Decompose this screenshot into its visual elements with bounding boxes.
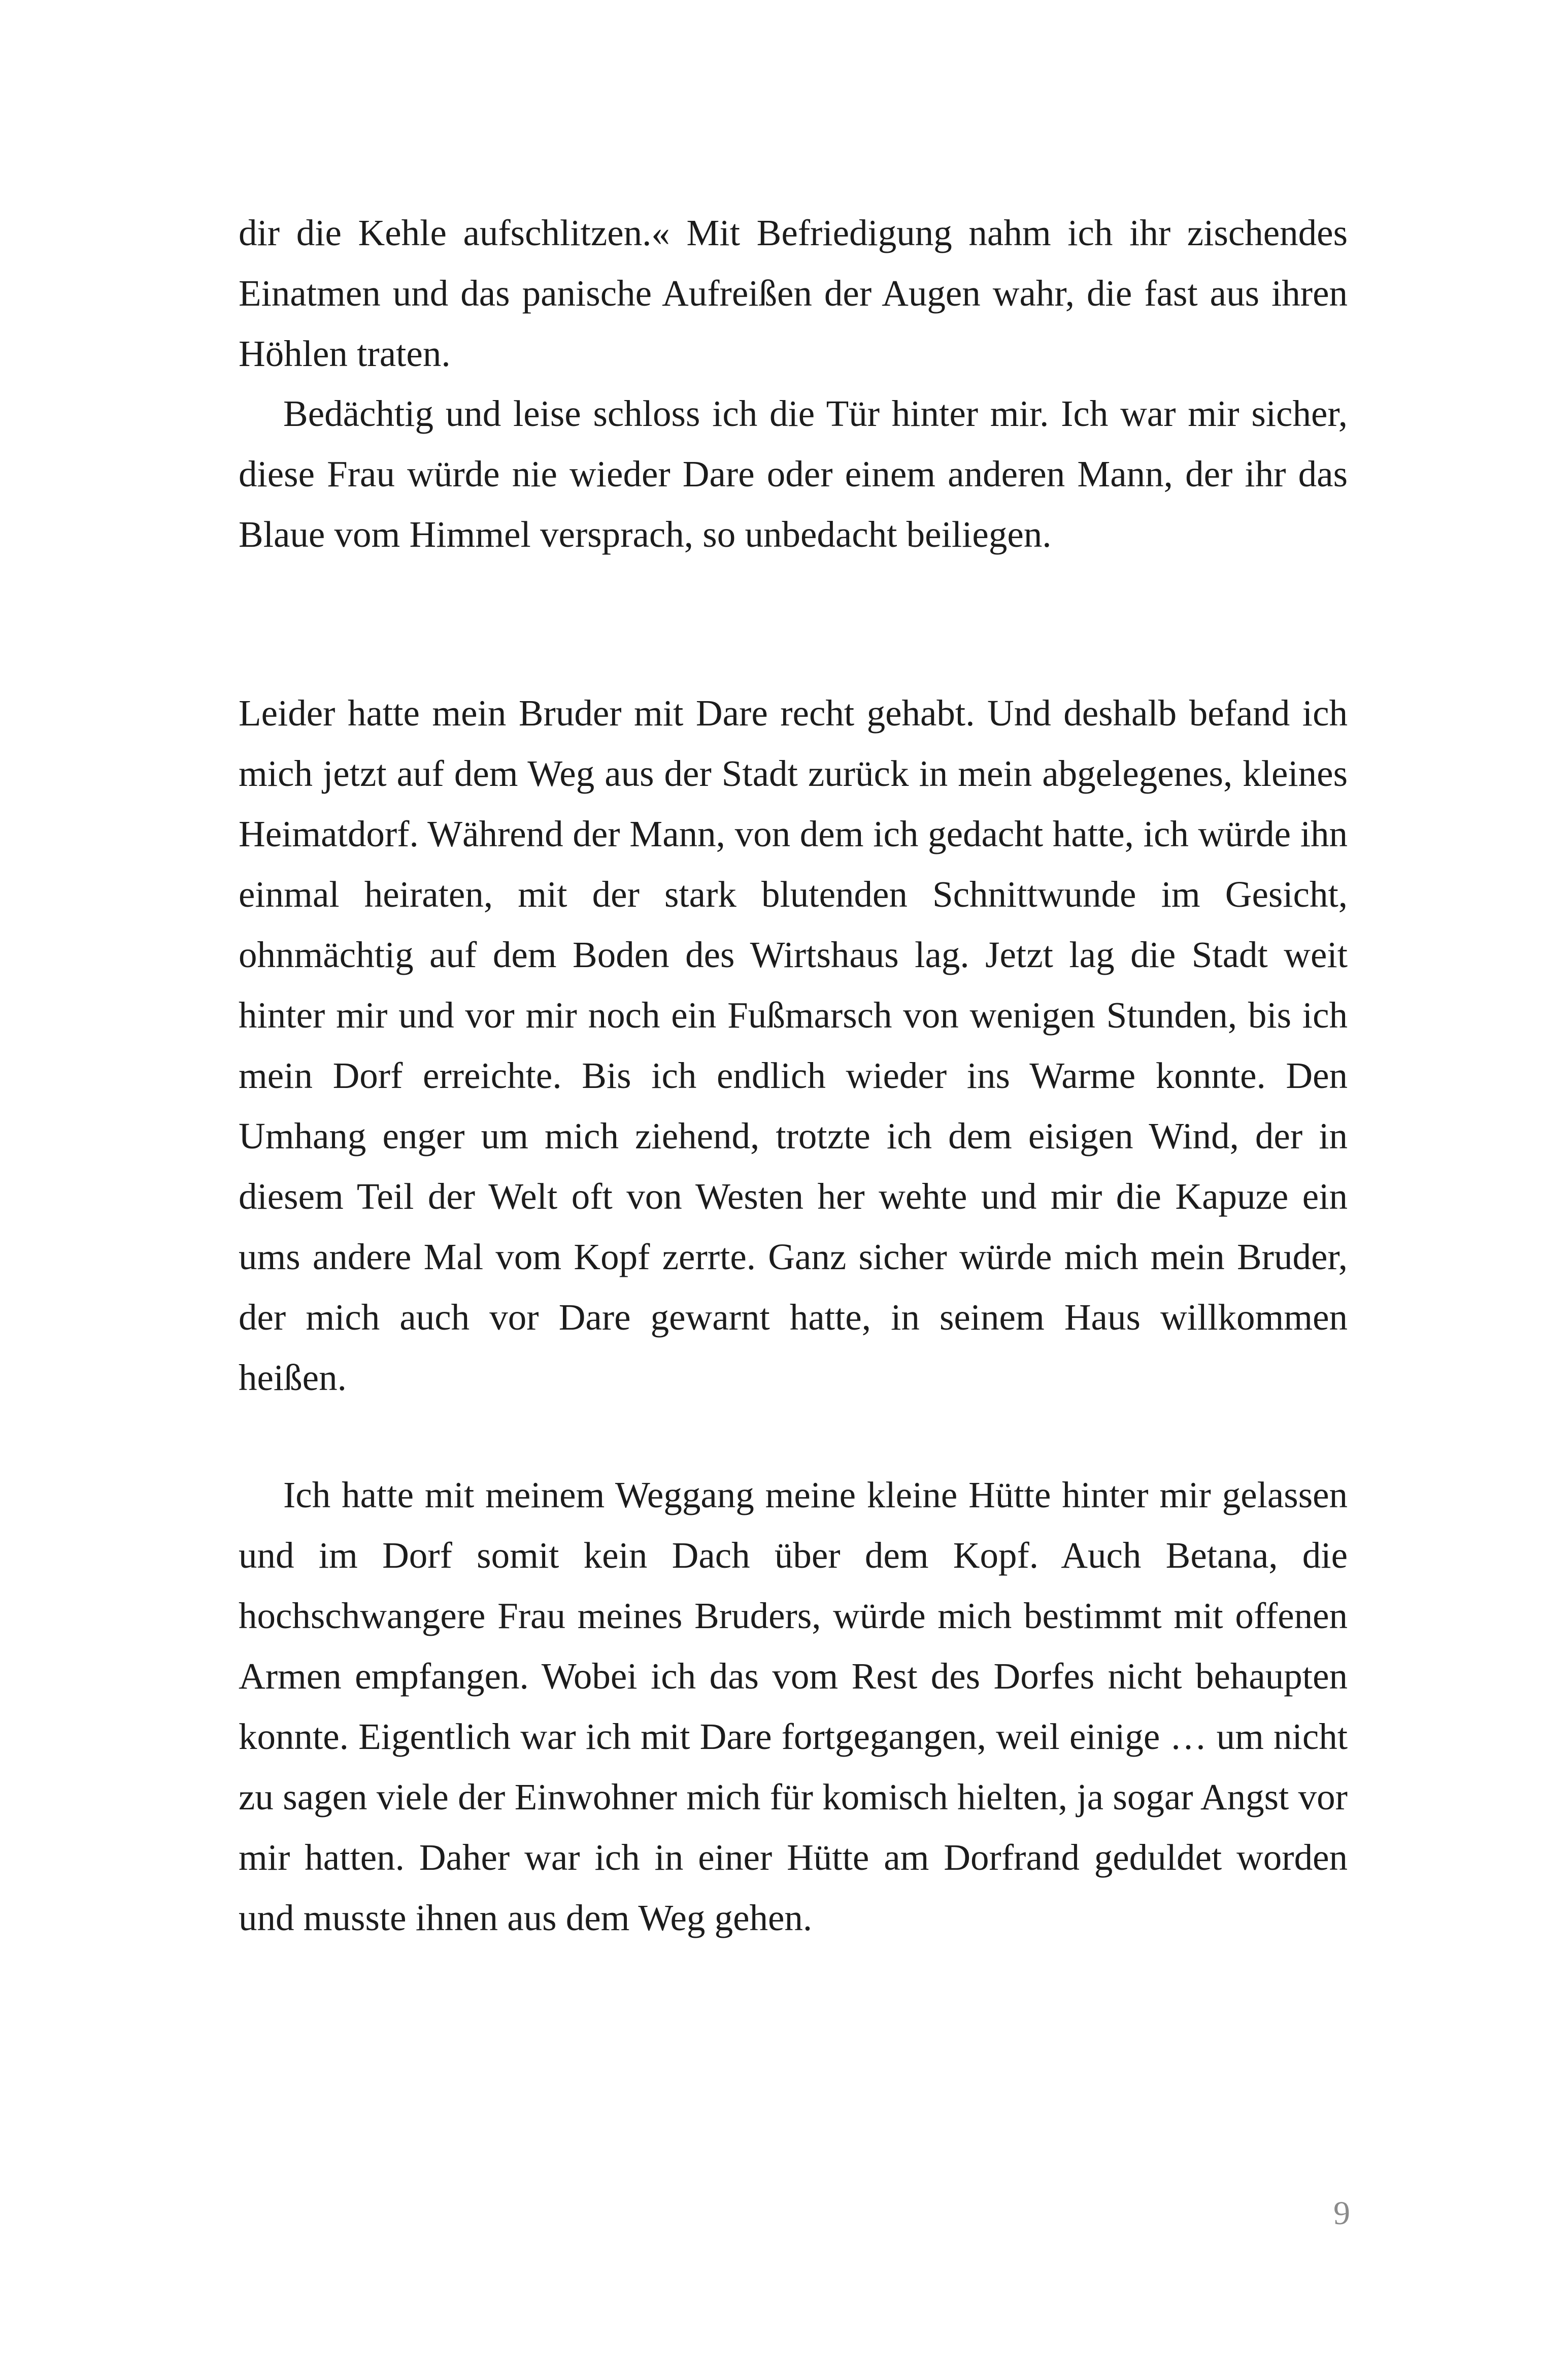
paragraph-village-hut: Ich hatte mit meinem Weggang meine kleine Hütte hinter mir gelassen und im Dorf somit kein Dach über dem Kopf. Auch Betana, die hochschwangere Frau meines Bruders, würde mich bestimmt mit offenen Armen empfangen. Wobei ich das vom Rest des Dorfes nicht behaupten konnte. Eigentlich war ich mit Dare fortgegangen, weil einige … um nicht zu sagen viele der Einwohner mich für komisch hielten, ja sogar Angst vor mir hatten. Daher war ich in einer Hütte am Dorfrand geduldet worden und musste ihnen aus dem Weg gehen.	[239, 1474, 1348, 1938]
page-number: 9	[1333, 2195, 1350, 2232]
paragraph-continuation: dir die Kehle aufschlitzen.« Mit Befriedigung nahm ich ihr zischendes Einatmen und das panische Aufreißen der Augen wahr, die fast aus ihren Höhlen traten.	[239, 212, 1348, 374]
paragraph-door-closing: Bedächtig und leise schloss ich die Tür hinter mir. Ich war mir sicher, diese Frau würde nie wieder Dare oder einem anderen Mann, der ihr das Blaue vom Himmel versprach, so unbedacht beiliegen.	[239, 393, 1348, 555]
paragraph-journey-home: Leider hatte mein Bruder mit Dare recht gehabt. Und deshalb befand ich mich jetzt auf dem Weg aus der Stadt zurück in mein abgelegenes, kleines Heimatdorf. Während der Mann, von dem ich gedacht hatte, ich würde ihn einmal heiraten, mit der stark blutenden Schnittwunde im Gesicht, ohnmächtig auf dem Boden des Wirtshaus lag. Jetzt lag die Stadt weit hinter mir und vor mir noch ein Fußmarsch von wenigen Stunden, bis ich mein Dorf erreichte. Bis ich endlich wieder ins Warme konnte. Den Umhang enger um mich ziehend, trotzte ich dem eisigen Wind, der in diesem Teil der Welt oft von Westen her wehte und mir die Kapuze ein ums andere Mal vom Kopf zerrte. Ganz sicher würde mich mein Bruder, der mich auch vor Dare gewarnt hatte, in seinem Haus willkommen heißen.	[239, 692, 1348, 1398]
